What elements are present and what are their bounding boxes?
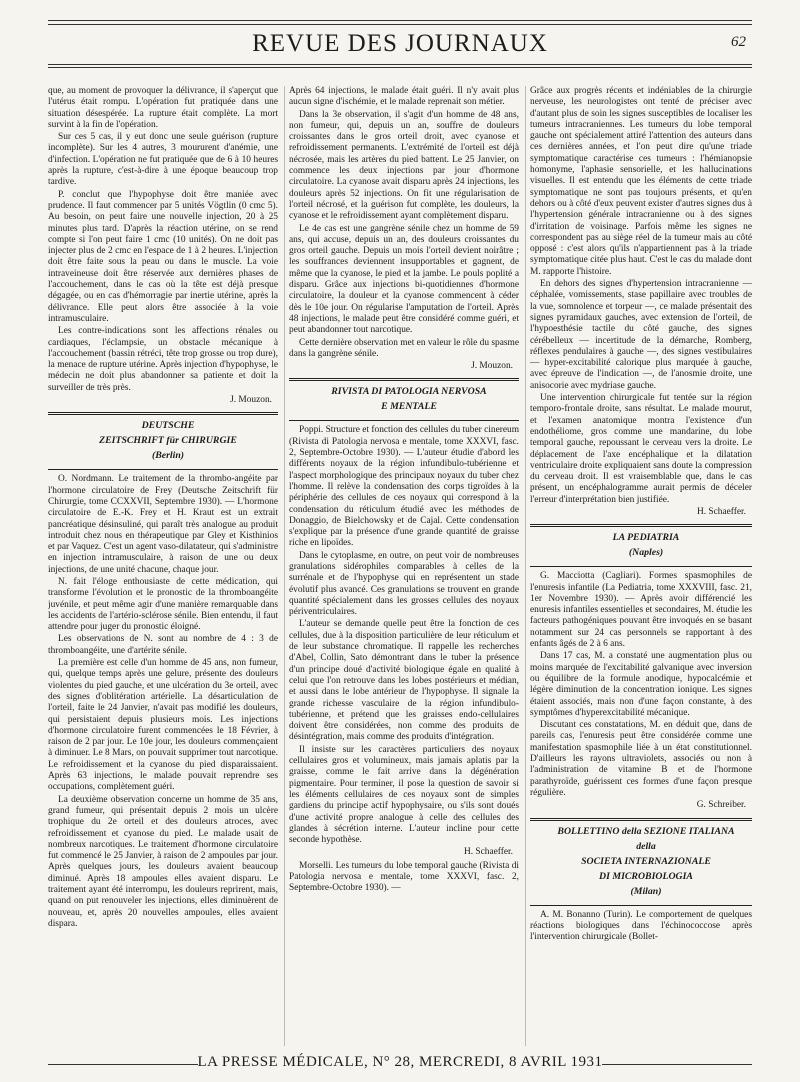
- paragraph: Dans le cytoplasme, en outre, on peut voir de nombreuses granulations sidérophiles comparables à celles de la surrénale et de l'hypophyse qui en représentent un stade évolutif plus avancé. Ces granulations se trouvent en grande quantité spécialement dans les grosses cellules des noyaux périventriculaires.: [289, 550, 519, 618]
- paragraph: Une intervention chirurgicale fut tentée sur la région temporo-frontale droite, sans résultat. Le malade mourut, et l'examen anatomique montra l'existence d'un endothéliome, gros comme une mandarine, du lobe temporal gauche, repoussant le cerveau vers la droite. Le déplacement de l'axe encéphalique et la dilatation ventriculaire droite expliquaient sans doute la compression du cerveau droit. Il est vraisemblable que, dans le cas présent, un encéphalogramme aurait permis de déceler l'erreur d'interprétation bien justifiée.: [530, 393, 752, 505]
- section-rule: [48, 469, 278, 470]
- section-rule: [48, 412, 278, 415]
- paragraph: La deuxième observation concerne un homme de 35 ans, grand fumeur, qui présentait depuis 2 mois un ulcère trophique du 2e orteil et des douleurs atroces, avec refroidissement et cyanose du pied. Le malade usait de nombreux narcotiques. Le traitement d'hormone circulatoire fut commencé le 25 Janvier, à raison de 2 ampoules par jour. Après quelques jours, les douleurs avaient beaucoup diminué. Après 18 ampoules elles avaient disparu. Le traitement ayant été interrompu, les douleurs reprirent, mais, quand on put renouveler les injections, elles diminuèrent de nouveau, et, après 20 nouvelles ampoules, elles avaient dispara.: [48, 794, 278, 929]
- author-signature: J. Mouzon.: [471, 361, 513, 372]
- column-divider: [525, 86, 526, 1046]
- page-footer: [48, 1054, 752, 1074]
- author-signature: H. Schaeffer.: [696, 506, 746, 517]
- masthead-rule-double: [48, 67, 752, 68]
- paragraph: Sur ces 5 cas, il y eut donc une seule guérison (rupture incomplète). Sur les 4 autres, 3 moururent d'anémie, une d'infection. L'opération ne fut pratiquée que de 6 à 10 heures après la rupture, c'est-à-dire à une époque beaucoup trop tardive.: [48, 132, 278, 188]
- column-2: [289, 86, 519, 1044]
- column-1: [48, 86, 278, 1044]
- section-rule: [530, 524, 752, 527]
- paragraph: Morselli. Les tumeurs du lobe temporal gauche (Rivista di Patologia nervosa e mentale, tome XXXVI, fasc. 2, Septembre-Octobre 1930). —: [289, 860, 519, 894]
- section-title: DEUTSCHE: [141, 420, 195, 432]
- paragraph: En dehors des signes d'hypertension intracranienne — céphalée, vomissements, stase papillaire avec troubles de la vue, somnolence et torpeur —, ce malade présentait des signes pyramidaux gauches, avec extension de l'orteil, de l'hypoesthésie tactile du côté gauche, des signes cérébelleux — incertitude de la démarche, Romberg, réflexes pendulaires à gauche —, des signes vestibulaires — hyper-excitabilité calorique plus marquée à gauche, avec épreuve de l'indication —, de l'anosmie droite, une anisocorie avec mydriase gauche.: [530, 279, 752, 391]
- section-rule: [289, 378, 519, 381]
- paragraph: Il insiste sur les caractères particuliers des noyaux cellulaires gros et volumineux, mais jamais aplatis par la graisse, comme le fait arrive dans la dégénération pigmentaire. Pour terminer, il pose la question de savoir si les éléments cellulaires de ces noyaux sont de simples gardiens du principe actif hypophysaire, ou s'ils sont doués d'une activité propre analogue à celle des cellules des glandes à sécrétion interne. L'auteur incline pour cette seconde hypothèse.: [289, 744, 519, 846]
- footer-text: LA PRESSE MÉDICALE, N° 28, MERCREDI, 8 AVRIL 1931: [197, 1054, 603, 1070]
- paragraph: que, au moment de provoquer la délivrance, il s'aperçut que l'utérus était rompu. L'opération fut pratiquée dans une situation désespérée. La rupture était complète. La mort survint à la fin de l'opération.: [48, 86, 278, 130]
- section-title: RIVISTA DI PATOLOGIA NERVOSA: [331, 386, 487, 398]
- section-rule: [289, 420, 519, 421]
- paragraph: O. Nordmann. Le traitement de la thrombo-angéite par l'hormone circulatoire de Frey (Deutsche Zeitschrift für Chirurgie, tome CCXXVII, Septembre 1930). — L'hormone circulatoire de E.-K. Frey et H. Kraut est un extrait pancréatique désinsuliné, qui paraît très analogue au produit introduit chez nous en thérapeutique par Gley et Kisthinios et par Vaquez. C'est un agent vaso-dilatateur, qui s'administre en injection intramusculaire, à raison de une ou deux injections, de une unité chacune, chaque jour.: [48, 474, 278, 575]
- author-signature: J. Mouzon.: [230, 395, 272, 406]
- paragraph: Discutant ces constatations, M. en déduit que, dans de pareils cas, l'enuresis peut être considérée comme une manifestation spasmophile liée à un état constitutionnel. D'ailleurs les rayons ultraviolets, associés ou non à l'administration de vitamine B et de l'hormone parathyroïde, guérissent ces formes d'une façon presque régulière.: [530, 720, 752, 798]
- section-subtitle: della: [636, 840, 656, 852]
- section-rule: [530, 905, 752, 906]
- paragraph: Dans la 3e observation, il s'agit d'un homme de 48 ans, non fumeur, qui, depuis un an, souffre de douleurs croissantes dans le gros orteil droit, avec cyanose et refroidissement permanents. L'extrémité de l'orteil est déjà nécrosée, mais les artères du pied battent. Le 25 Janvier, on commence les deux injections par jour d'hormone circulatoire. La cyanose avait disparu après 24 injections, les douleurs après 52 injections. On fit une régularisation de l'orteil nécrosé, et la guérison fut complète, les douleurs, la cyanose et le refroidissement ayant complètement disparu.: [289, 109, 519, 222]
- paragraph: G. Macciotta (Cagliari). Formes spasmophiles de l'enuresis infantile (La Pediatria, tome XXXVIII, fasc. 21, 1er Novembre 1930). — Après avoir différencié les enuresis infantiles essentielles et secondaires, M. étudie les facteurs pathogéniques pouvant être invoqués en se basant notamment sur 24 cas personnels se rapportant à des enfants âgés de 2 à 6 ans.: [530, 571, 752, 650]
- column-3: [530, 86, 752, 1044]
- paragraph: Les observations de N. sont au nombre de 4 : 3 de thromboangéite, une d'artérite sénile.: [48, 634, 278, 656]
- paragraph: N. fait l'éloge enthousiaste de cette médication, qui transforme l'évolution et le pronostic de la thromboangéite juvénile, et peut même agir d'une manière remarquable dans les accidents de l'artério-sclérose sénile. Bien entendu, il faut attendre pour juger du pronostic éloigné.: [48, 576, 278, 633]
- section-rule: [530, 566, 752, 567]
- top-rule: [48, 20, 752, 21]
- author-signature: G. Schreiber.: [696, 800, 746, 811]
- section-title: BOLLETTINO della SEZIONE ITALIANA: [557, 825, 735, 837]
- section-title: LA PEDIATRIA: [612, 532, 680, 544]
- footer-rule-right: [602, 1064, 752, 1065]
- paragraph: Dans 17 cas, M. a constaté une augmentation plus ou moins marquée de l'excitabilité galvanique avec inversion ou équilibre de la formule anodique, hypocalcémie et légère diminution de la concentration ionique. Les signes étaient associés, mais non d'une façon constante, à des symptômes d'hyperexcitabilité mécanique.: [530, 651, 752, 718]
- top-rule-inner: [48, 24, 752, 25]
- paragraph: Les contre-indications sont les affections rénales ou cardiaques, l'éclampsie, un obstacle mécanique à l'accouchement (bassin rétréci, tête trop grosse ou trop dure), la menace de rupture utérine. Après injection d'hypophyse, le médecin ne doit plus abandonner sa patiente et doit la surveiller de très près.: [48, 326, 278, 393]
- paragraph: A. M. Bonanno (Turin). Le comportement de quelques réactions biologiques dans l'échinococcose après l'intervention chirurgicale (Bollet-: [530, 909, 752, 943]
- section-subtitle: ZEITSCHRIFT für CHIRURGIE: [99, 435, 237, 447]
- masthead: [48, 28, 752, 62]
- paragraph: Après 64 injections, le malade était guéri. Il n'y avait plus aucun signe d'ischémie, et le malade reprenait son métier.: [289, 86, 519, 108]
- paragraph: P. conclut que l'hypophyse doit être maniée avec prudence. Il faut commencer par 5 unités Vögtlin (0 cmc 5). Au besoin, on peut faire une nouvelle injection, 20 à 25 minutes plus tard. D'après la réaction utérine, on se rend compte si l'on peut faire 1 cmc (10 unités). On ne doit pas injecter plus de 2 cmc en l'espace de 1 à 2 heures. L'injection doit être faite sous la peau ou dans le muscle. La voie intraveineuse doit être réservée aux dernières phases de l'accouchement, dans le cas où la tête est déjà presque dégagée, ou en cas d'hémorragie par inertie utérine, après la délivrance. Elle peut alors être associée à la voie intramusculaire.: [48, 189, 278, 324]
- section-subtitle: DI MICROBIOLOGIA: [599, 870, 693, 882]
- page-number: 62: [731, 34, 746, 50]
- paragraph: Grâce aux progrès récents et indéniables de la chirurgie nerveuse, les neurologistes ont tenté de préciser avec d'autant plus de soin les signes susceptibles de localiser les tumeurs intracraniennes. Les tumeurs du lobe temporal gauche ont spécialement attiré l'attention des auteurs dans ces dernières années, et l'on peut dire qu'une triade symptomatique caractérise ces tumeurs : l'hémianopsie homonyme, l'aphasie sensorielle, et les hallucinations visuelles. Il est entendu que les éléments de cette triade symptomatique ne sont pas toujours présents, et qu'en dehors ou à côté d'eux peuvent exister d'autres signes dus à l'hypertension générale intracranienne ou à des signes d'irritation de voisinage. Parfois même les signes ne correspondent pas au siège réel de la tumeur mais au côté opposé : c'est alors qu'ils n'appartiennent pas à la triade symptomatique citée plus haut. C'est le cas du malade dont M. rapporte l'histoire.: [530, 86, 752, 277]
- column-divider: [284, 86, 285, 1046]
- paragraph: La première est celle d'un homme de 45 ans, non fumeur, qui, quelque temps après une gelure, présente des douleurs violentes du pied gauche, et une ulcération du 3e orteil, avec des signes d'oblitération artérielle. La désarticulation de l'orteil, faite le 24 Janvier, n'avait pas modifié les douleurs, qui persistaient depuis plusieurs mois. Les injections d'hormone circulatoire furent commencées le 18 Février, à raison de 2 par jour. Le 10e jour, les douleurs commençaient à diminuer. Le 8 Mars, on pouvait supprimer tout narcotique. Le refroidissement et la cyanose du pied disparaissaient. Après 63 injections, le malade pouvait reprendre ses occupations, complètement guéri.: [48, 658, 278, 793]
- section-city: (Milan): [630, 885, 662, 897]
- masthead-rule: [48, 64, 752, 65]
- page-title: REVUE DES JOURNAUX: [252, 30, 548, 57]
- section-city: (Berlin): [151, 450, 185, 462]
- paragraph: Poppi. Structure et fonction des cellules du tuber cinereum (Rivista di Patologia nervosa e mentale, tome XXXVI, fasc. 2, Septembre-Octobre 1930). — L'auteur étudie d'abord les différents noyaux de la région infundibulo-tubérienne et l'aspect morphologique des principaux noyaux du tuber chez l'homme. Il relève la condensation des corps tigroïdes à la périphérie des cellules de ces noyaux qui correspond à la condensation du réticulum étudié avec les méthodes de Donaggio, de Bielchowsky et de Cajal. Cette condensation s'explique par la présence d'une grande quantité de graisse riche en lipoïdes.: [289, 425, 519, 549]
- paragraph: L'auteur se demande quelle peut être la fonction de ces cellules, due à la disposition particulière de leur réticulum et de leur substance chromatique. Il rappelle les recherches d'Abel, Collin, Sato démontrant dans le tuber la présence d'un principe doué d'activité biologique égale en qualité à celui que l'on retrouve dans les lobes postérieurs et médian, et aussi dans le lobe antérieur de l'hypophyse. Il signale la grande richesse vasculaire de la région infundibulo-tubérienne, et prétend que les graisses endo-cellulaires doivent être considérées, non comme des produits de désintégration, mais comme des produits d'intégration.: [289, 619, 519, 743]
- paragraph: Le 4e cas est une gangrène sénile chez un homme de 59 ans, qui accuse, depuis un an, des douleurs croissantes du gros orteil gauche. Depuis un mois l'orteil devient noirâtre ; les souffrances deviennent insupportables et gagnent, de même que la cyanose, le pied et la jambe. Le pouls poplité a disparu. Grâce aux injections bi-quotidiennes d'hormone circulatoire, la douleur et la cyanose commencent à céder dès le 10e jour. On régularise l'amputation de l'orteil. Après 48 injections, le malade peut être considéré comme guéri, et peut abandonner tout narcotique.: [289, 223, 519, 336]
- section-subtitle: E MENTALE: [381, 401, 437, 413]
- section-rule: [530, 818, 752, 821]
- author-signature: H. Schaeffer.: [463, 847, 513, 858]
- paragraph: Cette dernière observation met en valeur le rôle du spasme dans la gangrène sénile.: [289, 337, 519, 359]
- section-subtitle: SOCIETA INTERNAZIONALE: [581, 855, 711, 867]
- section-city: (Naples): [628, 547, 664, 559]
